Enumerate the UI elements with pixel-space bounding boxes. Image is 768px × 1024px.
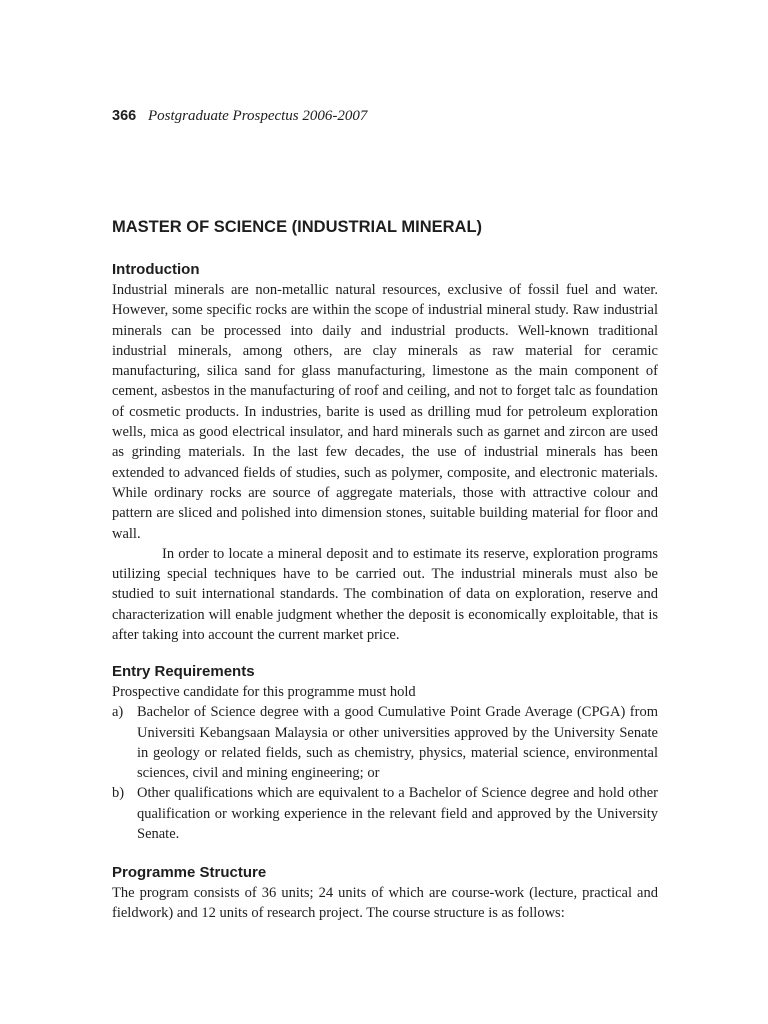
introduction-paragraph-2: In order to locate a mineral deposit and to estimate its reserve, exploration programs utilizing special techniques have to be carried out. The industrial minerals must also be studied to suit international standards. The combination of data on exploration, reserve and characterization will enable judgment whether the deposit is economically exploitable, that is after taking into account the current market price.: [112, 545, 658, 644]
entry-requirements-heading: Entry Requirements: [112, 663, 255, 680]
requirement-text: Other qualifications which are equivalent to a Bachelor of Science degree and hold other qualification or working experience in the relevant field and approved by the University Senate.: [137, 785, 658, 843]
programme-structure-heading: Programme Structure: [112, 864, 267, 881]
programme-structure-section: [112, 863, 658, 924]
page-number: 366: [112, 108, 137, 124]
running-header: [112, 106, 367, 126]
requirement-text: Bachelor of Science degree with a good Cumulative Point Grade Average (CPGA) from Universiti Kebangsaan Malaysia or other universities approved by the University Senate in geology or related fields, such as chemistry, physics, material science, environmental sciences, civil and mining engineering; or: [137, 704, 658, 782]
entry-requirements-section: [112, 662, 658, 844]
introduction-heading: Introduction: [112, 261, 200, 278]
requirement-item: [112, 783, 658, 844]
publication-title: Postgraduate Prospectus 2006-2007: [147, 108, 368, 124]
introduction-paragraph-1: Industrial minerals are non-metallic natural resources, exclusive of fossil fuel and water. However, some specific rocks are within the scope of industrial mineral study. Raw industrial minerals can be processed into daily and industrial products. Well-known traditional industrial minerals, among others, are clay minerals as raw material for ceramic manufacturing, silica sand for glass manufacturing, limestone as the main component of cement, asbestos in the manufacturing of roof and ceiling, and not to forget talc as foundation of cosmetic products. In industries, barite is used as drilling mud for petroleum exploration wells, mica as good electrical insulator, and hard minerals such as garnet and zircon are used as grinding materials. In the last few decades, the use of industrial minerals has been extended to advanced fields of studies, such as polymer, composite, and electronic materials. While ordinary rocks are source of aggregate materials, those with attractive colour and pattern are sliced and polished into dimension stones, suitable building material for floor and wall.: [112, 282, 658, 542]
entry-requirements-intro: Prospective candidate for this programme must hold: [112, 684, 416, 700]
list-marker: a): [112, 704, 124, 721]
requirements-list: [112, 702, 658, 844]
programme-structure-text: The program consists of 36 units; 24 units of which are course-work (lecture, practical and fieldwork) and 12 units of research project. The course structure is as follows:: [112, 885, 658, 922]
introduction-section: [112, 260, 658, 645]
list-marker: b): [112, 785, 125, 802]
programme-title: MASTER OF SCIENCE (INDUSTRIAL MINERAL): [112, 218, 483, 236]
requirement-item: [112, 702, 658, 783]
